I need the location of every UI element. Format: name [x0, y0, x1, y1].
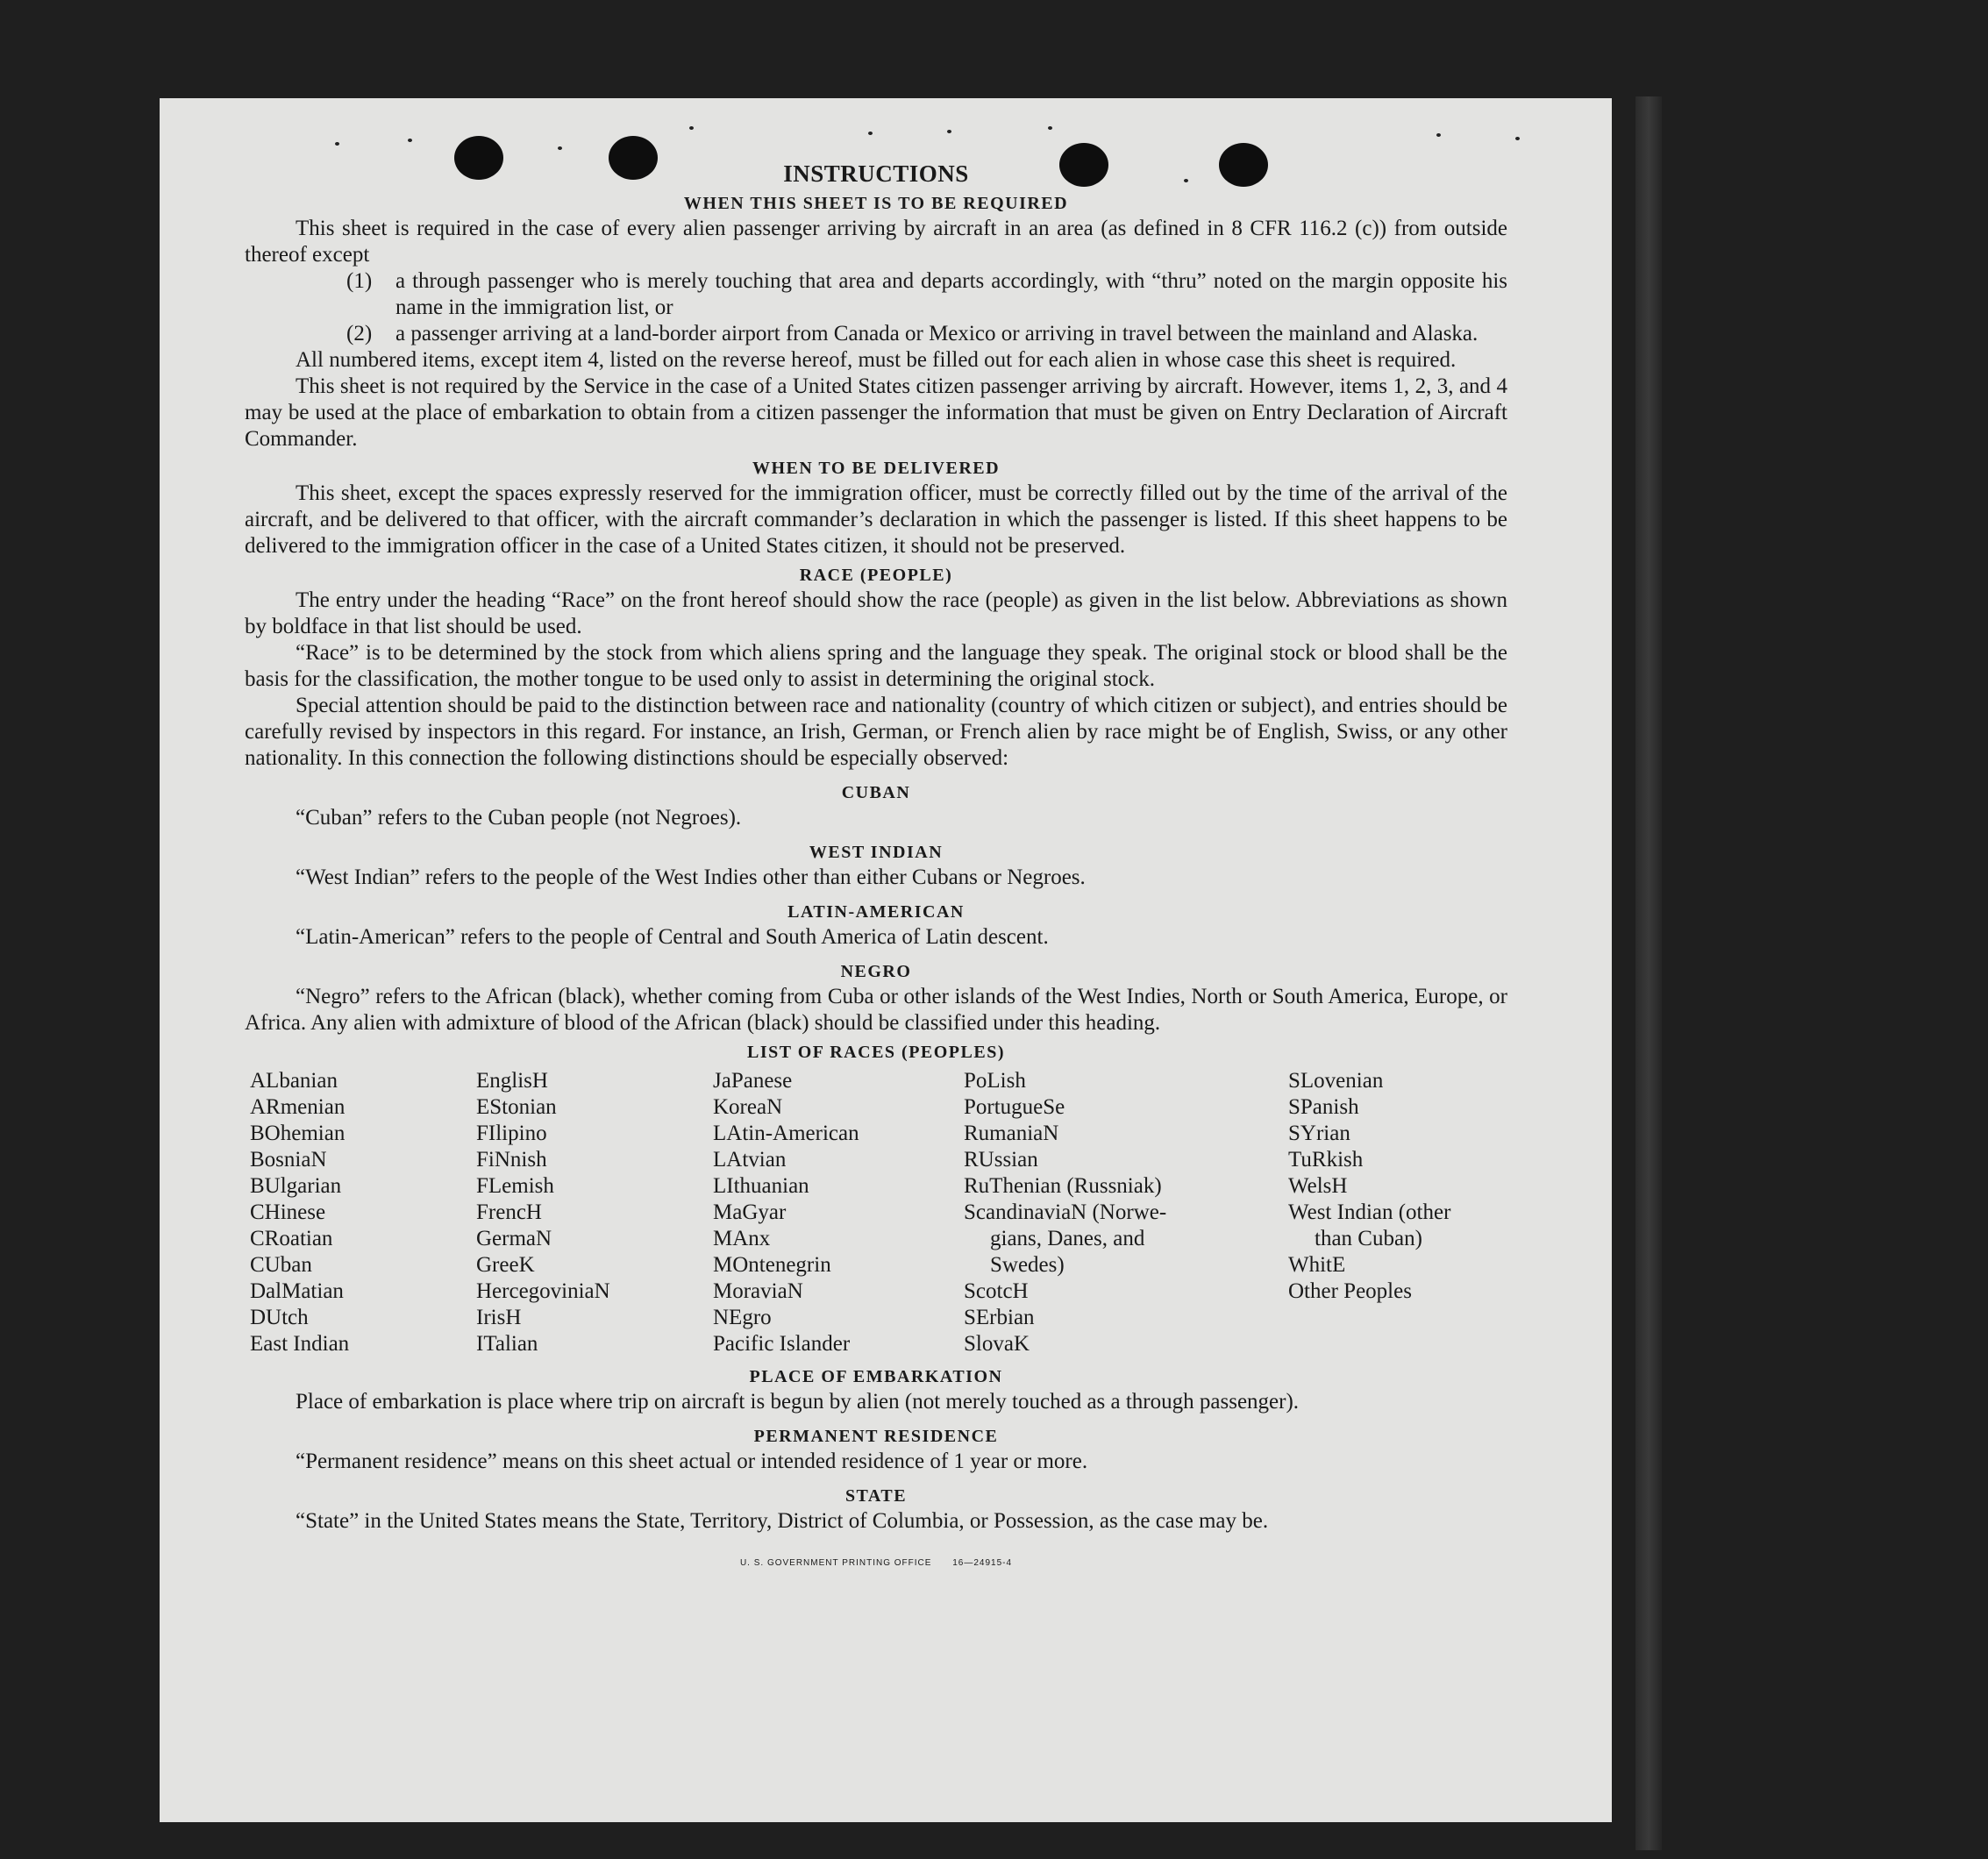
- speck: [868, 132, 873, 135]
- scan-border: [1635, 96, 1662, 1850]
- paragraph: Place of embarkation is place where trip on aircraft is begun by alien (not merely touched as a through passenger).: [296, 1390, 1300, 1414]
- race-entry: MAnx: [713, 1227, 771, 1250]
- race-entry: East Indian: [250, 1332, 350, 1356]
- paragraph: “State” in the United States means the State, Territory, District of Columbia, or Possession, as the case may be.: [296, 1509, 1269, 1533]
- paragraph: “West Indian” refers to the people of the West Indies other than either Cubans or Negroes.: [296, 865, 1086, 889]
- race-entry: MOntenegrin: [713, 1253, 831, 1277]
- race-entry: TuRkish: [1288, 1148, 1364, 1172]
- paragraph: The entry under the heading “Race” on the front hereof should show the race (people) as given in the list below. Abbreviations as shown by boldface in that list should be used.: [245, 588, 1507, 638]
- race-entry: NEgro: [713, 1306, 772, 1329]
- section-heading: WEST INDIAN: [809, 843, 944, 862]
- race-entry: DalMatian: [250, 1279, 344, 1303]
- speck: [1048, 126, 1052, 130]
- race-entry: SLovenian: [1288, 1069, 1384, 1093]
- speck: [1436, 133, 1441, 137]
- race-entry: DUtch: [250, 1306, 309, 1329]
- race-entry: EStonian: [476, 1095, 557, 1119]
- printer-footer: [245, 1550, 1507, 1577]
- paragraph: “Race” is to be determined by the stock from which aliens spring and the language they speak. The original stock or blood shall be the basis for the classification, the mother tongue to be used only to assist in determining the original stock.: [245, 641, 1507, 691]
- race-entry: WelsH: [1288, 1174, 1348, 1198]
- races-column: [250, 1068, 476, 1357]
- races-column: [1288, 1068, 1513, 1357]
- race-entry: RumaniaN: [964, 1122, 1059, 1145]
- race-entry: ARmenian: [250, 1095, 346, 1119]
- speck: [408, 139, 412, 142]
- printer-name: U. S. GOVERNMENT PRINTING OFFICE: [739, 1558, 932, 1568]
- race-entry: LAtvian: [713, 1148, 787, 1172]
- race-entry: FLemish: [476, 1174, 554, 1198]
- section-heading: RACE (PEOPLE): [799, 566, 953, 585]
- paragraph: This sheet is not required by the Service in the case of a United States citizen passenger arriving by aircraft. However, items 1, 2, 3, and 4 may be used at the place of embarkation to obtain from a citizen passenger the information that must be given on Entry Declaration of Aircraft Commander.: [245, 374, 1507, 451]
- race-entry: LIthuanian: [713, 1174, 809, 1198]
- form-number: 16—24915-4: [952, 1558, 1013, 1568]
- race-entry: BUlgarian: [250, 1174, 342, 1198]
- race-entry: HercegoviniaN: [476, 1279, 610, 1303]
- race-entry: CUban: [250, 1253, 312, 1277]
- race-entry: ITalian: [476, 1332, 538, 1356]
- item-text: a through passenger who is merely touching that area and departs accordingly, with “thru” noted on the margin opposite his name in the immigration list, or: [395, 269, 1507, 319]
- paragraph: All numbered items, except item 4, listed on the reverse hereof, must be filled out for each alien in whose case this sheet is required.: [296, 348, 1457, 372]
- paragraph: This sheet, except the spaces expressly reserved for the immigration officer, must be correctly filled out by the time of the arrival of the aircraft, and be delivered to that officer, with the aircraft commander’s declaration in which the passenger is listed. If this sheet happens to be delivered to the immigration officer in the case of a United States citizen, it should not be preserved.: [245, 481, 1507, 558]
- paragraph: “Negro” refers to the African (black), whether coming from Cuba or other islands of the West Indies, North or South America, Europe, or Africa. Any alien with admixture of blood of the African (black) should be classified under this heading.: [245, 985, 1507, 1035]
- paragraph: This sheet is required in the case of every alien passenger arriving by aircraft in an area (as defined in 8 CFR 116.2 (c)) from outside thereof except: [245, 217, 1507, 267]
- section-heading: LIST OF RACES (PEOPLES): [746, 1043, 1005, 1062]
- item-text: a passenger arriving at a land-border airport from Canada or Mexico or arriving in travel between the mainland and Alaska.: [395, 322, 1479, 345]
- race-entry: Swedes): [990, 1253, 1065, 1277]
- paragraph: “Latin-American” refers to the people of Central and South America of Latin descent.: [296, 925, 1049, 949]
- race-entry: MoraviaN: [713, 1279, 803, 1303]
- section-heading: WHEN TO BE DELIVERED: [752, 459, 1001, 478]
- races-list: [250, 1068, 1507, 1357]
- race-entry: BosniaN: [250, 1148, 327, 1172]
- race-entry: than Cuban): [1315, 1227, 1422, 1250]
- race-entry: FIlipino: [476, 1122, 547, 1145]
- speck: [335, 142, 339, 146]
- race-entry: WhitE: [1288, 1253, 1346, 1277]
- section-heading: WHEN THIS SHEET IS TO BE REQUIRED: [683, 194, 1069, 213]
- paragraph: “Cuban” refers to the Cuban people (not Negroes).: [296, 806, 742, 830]
- race-entry: ALbanian: [250, 1069, 338, 1093]
- race-entry: BOhemian: [250, 1122, 346, 1145]
- race-entry: Pacific Islander: [713, 1332, 851, 1356]
- list-item: [245, 268, 1507, 321]
- section-heading: NEGRO: [840, 962, 912, 981]
- races-column: [713, 1068, 964, 1357]
- speck: [558, 146, 562, 150]
- race-entry: JaPanese: [713, 1069, 793, 1093]
- race-entry: SYrian: [1288, 1122, 1350, 1145]
- races-column: [964, 1068, 1288, 1357]
- race-entry: EnglisH: [476, 1069, 548, 1093]
- race-entry: LAtin-American: [713, 1122, 859, 1145]
- race-entry: gians, Danes, and: [990, 1227, 1145, 1250]
- section-heading: CUBAN: [841, 783, 911, 802]
- race-entry: ScandinaviaN (Norwe-: [964, 1200, 1167, 1224]
- speck: [1515, 137, 1520, 140]
- section-heading: STATE: [844, 1486, 908, 1506]
- item-number: (2): [346, 322, 373, 345]
- speck: [947, 130, 951, 133]
- race-entry: RUssian: [964, 1148, 1038, 1172]
- instructions-content: [245, 160, 1507, 1577]
- race-entry: Other Peoples: [1288, 1279, 1412, 1303]
- list-item: [245, 321, 1507, 347]
- race-entry: GreeK: [476, 1253, 535, 1277]
- race-entry: GermaN: [476, 1227, 552, 1250]
- races-column: [476, 1068, 713, 1357]
- paragraph: Special attention should be paid to the distinction between race and nationality (country of which citizen or subject), and entries should be carefully revised by inspectors in this regard. For instance, an Irish, German, or French alien by race might be of English, Swiss, or any other nationality. In this connection the following distinctions should be especially observed:: [245, 694, 1507, 770]
- document-page: [160, 98, 1612, 1822]
- speck: [689, 126, 694, 130]
- race-entry: FrencH: [476, 1200, 542, 1224]
- race-entry: SlovaK: [964, 1332, 1030, 1356]
- race-entry: FiNnish: [476, 1148, 547, 1172]
- race-entry: SErbian: [964, 1306, 1035, 1329]
- document-title: INSTRUCTIONS: [783, 160, 969, 187]
- race-entry: ScotcH: [964, 1279, 1029, 1303]
- race-entry: MaGyar: [713, 1200, 787, 1224]
- race-entry: PortugueSe: [964, 1095, 1065, 1119]
- item-number: (1): [346, 269, 373, 293]
- paragraph: “Permanent residence” means on this sheet actual or intended residence of 1 year or more.: [296, 1449, 1088, 1473]
- race-entry: PoLish: [964, 1069, 1026, 1093]
- race-entry: RuThenian (Russniak): [964, 1174, 1162, 1198]
- race-entry: KoreaN: [713, 1095, 783, 1119]
- section-heading: PERMANENT RESIDENCE: [753, 1427, 999, 1446]
- race-entry: IrisH: [476, 1306, 522, 1329]
- race-entry: CHinese: [250, 1200, 326, 1224]
- race-entry: West Indian (other: [1288, 1200, 1451, 1224]
- section-heading: PLACE OF EMBARKATION: [749, 1367, 1003, 1386]
- race-entry: CRoatian: [250, 1227, 333, 1250]
- race-entry: SPanish: [1288, 1095, 1359, 1119]
- section-heading: LATIN-AMERICAN: [787, 902, 965, 922]
